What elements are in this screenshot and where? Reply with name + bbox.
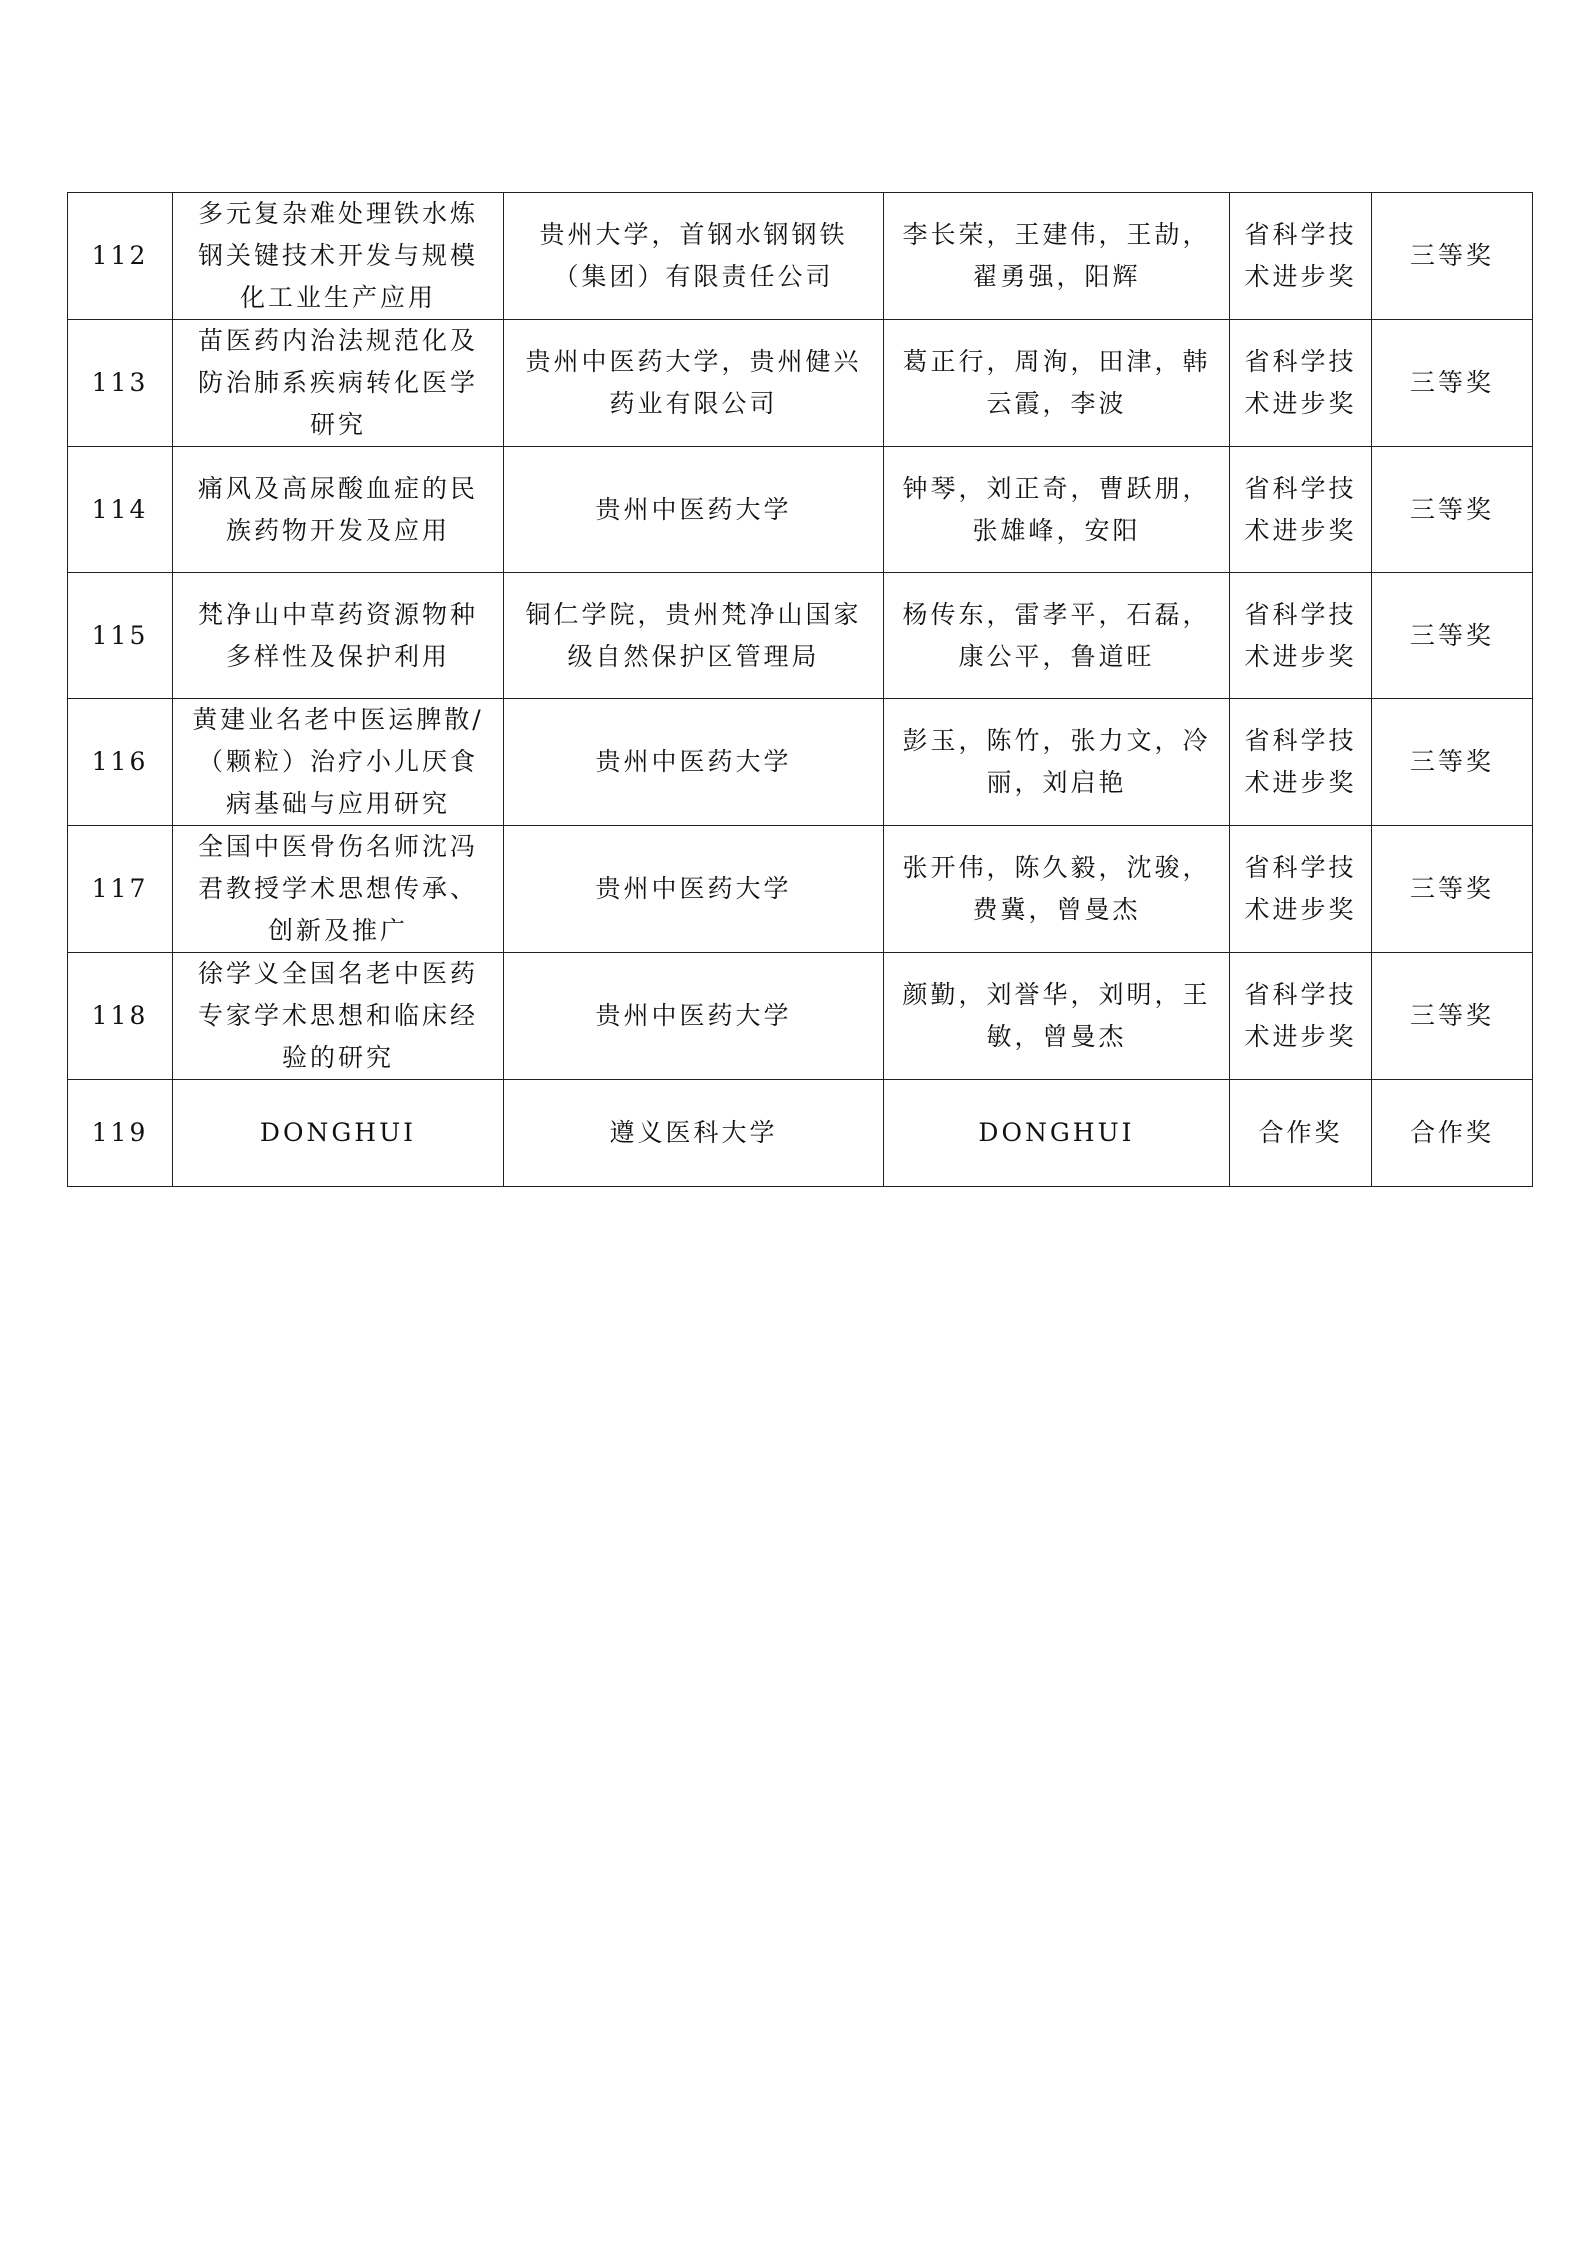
completing-units: 贵州中医药大学 (504, 953, 884, 1080)
project-title: 黄建业名老中医运脾散/（颗粒）治疗小儿厌食病基础与应用研究 (173, 699, 504, 826)
row-number: 117 (68, 826, 173, 953)
project-title: 苗医药内治法规范化及防治肺系疾病转化医学研究 (173, 320, 504, 447)
award-grade: 合作奖 (1372, 1080, 1533, 1187)
completing-units: 贵州中医药大学，贵州健兴药业有限公司 (504, 320, 884, 447)
award-grade: 三等奖 (1372, 193, 1533, 320)
completing-people: 葛正行，周洵，田津，韩云霞，李波 (884, 320, 1230, 447)
project-title: 痛风及高尿酸血症的民族药物开发及应用 (173, 447, 504, 573)
award-grade: 三等奖 (1372, 953, 1533, 1080)
table-row (68, 1080, 1533, 1187)
award-category: 省科学技术进步奖 (1230, 193, 1372, 320)
completing-people: 彭玉，陈竹，张力文，冷丽，刘启艳 (884, 699, 1230, 826)
row-number: 116 (68, 699, 173, 826)
table-row (68, 953, 1533, 1080)
table-row (68, 573, 1533, 699)
completing-people: 张开伟，陈久毅，沈骏，费冀，曾曼杰 (884, 826, 1230, 953)
table-row (68, 447, 1533, 573)
award-category: 省科学技术进步奖 (1230, 953, 1372, 1080)
row-number: 113 (68, 320, 173, 447)
row-number: 118 (68, 953, 173, 1080)
completing-people: 颜勤，刘誉华，刘明，王敏，曾曼杰 (884, 953, 1230, 1080)
award-grade: 三等奖 (1372, 573, 1533, 699)
row-number: 115 (68, 573, 173, 699)
table-row (68, 320, 1533, 447)
project-title: 多元复杂难处理铁水炼钢关键技术开发与规模化工业生产应用 (173, 193, 504, 320)
award-grade: 三等奖 (1372, 320, 1533, 447)
row-number: 114 (68, 447, 173, 573)
table-row (68, 826, 1533, 953)
completing-people: DONGHUI (884, 1080, 1230, 1187)
table-row (68, 699, 1533, 826)
completing-units: 铜仁学院，贵州梵净山国家级自然保护区管理局 (504, 573, 884, 699)
row-number: 112 (68, 193, 173, 320)
project-title: DONGHUI (173, 1080, 504, 1187)
completing-units: 贵州大学，首钢水钢钢铁（集团）有限责任公司 (504, 193, 884, 320)
award-grade: 三等奖 (1372, 699, 1533, 826)
award-category: 省科学技术进步奖 (1230, 320, 1372, 447)
completing-units: 贵州中医药大学 (504, 447, 884, 573)
award-grade: 三等奖 (1372, 826, 1533, 953)
awards-table (67, 192, 1533, 1187)
completing-units: 遵义医科大学 (504, 1080, 884, 1187)
award-category: 省科学技术进步奖 (1230, 826, 1372, 953)
award-category: 省科学技术进步奖 (1230, 447, 1372, 573)
completing-units: 贵州中医药大学 (504, 826, 884, 953)
table-row (68, 193, 1533, 320)
completing-people: 李长荣，王建伟，王劼，翟勇强，阳辉 (884, 193, 1230, 320)
award-category: 省科学技术进步奖 (1230, 699, 1372, 826)
completing-people: 钟琴，刘正奇，曹跃朋，张雄峰，安阳 (884, 447, 1230, 573)
project-title: 梵净山中草药资源物种多样性及保护利用 (173, 573, 504, 699)
project-title: 全国中医骨伤名师沈冯君教授学术思想传承、创新及推广 (173, 826, 504, 953)
completing-people: 杨传东，雷孝平，石磊，康公平，鲁道旺 (884, 573, 1230, 699)
award-grade: 三等奖 (1372, 447, 1533, 573)
completing-units: 贵州中医药大学 (504, 699, 884, 826)
row-number: 119 (68, 1080, 173, 1187)
project-title: 徐学义全国名老中医药专家学术思想和临床经验的研究 (173, 953, 504, 1080)
award-category: 合作奖 (1230, 1080, 1372, 1187)
award-category: 省科学技术进步奖 (1230, 573, 1372, 699)
